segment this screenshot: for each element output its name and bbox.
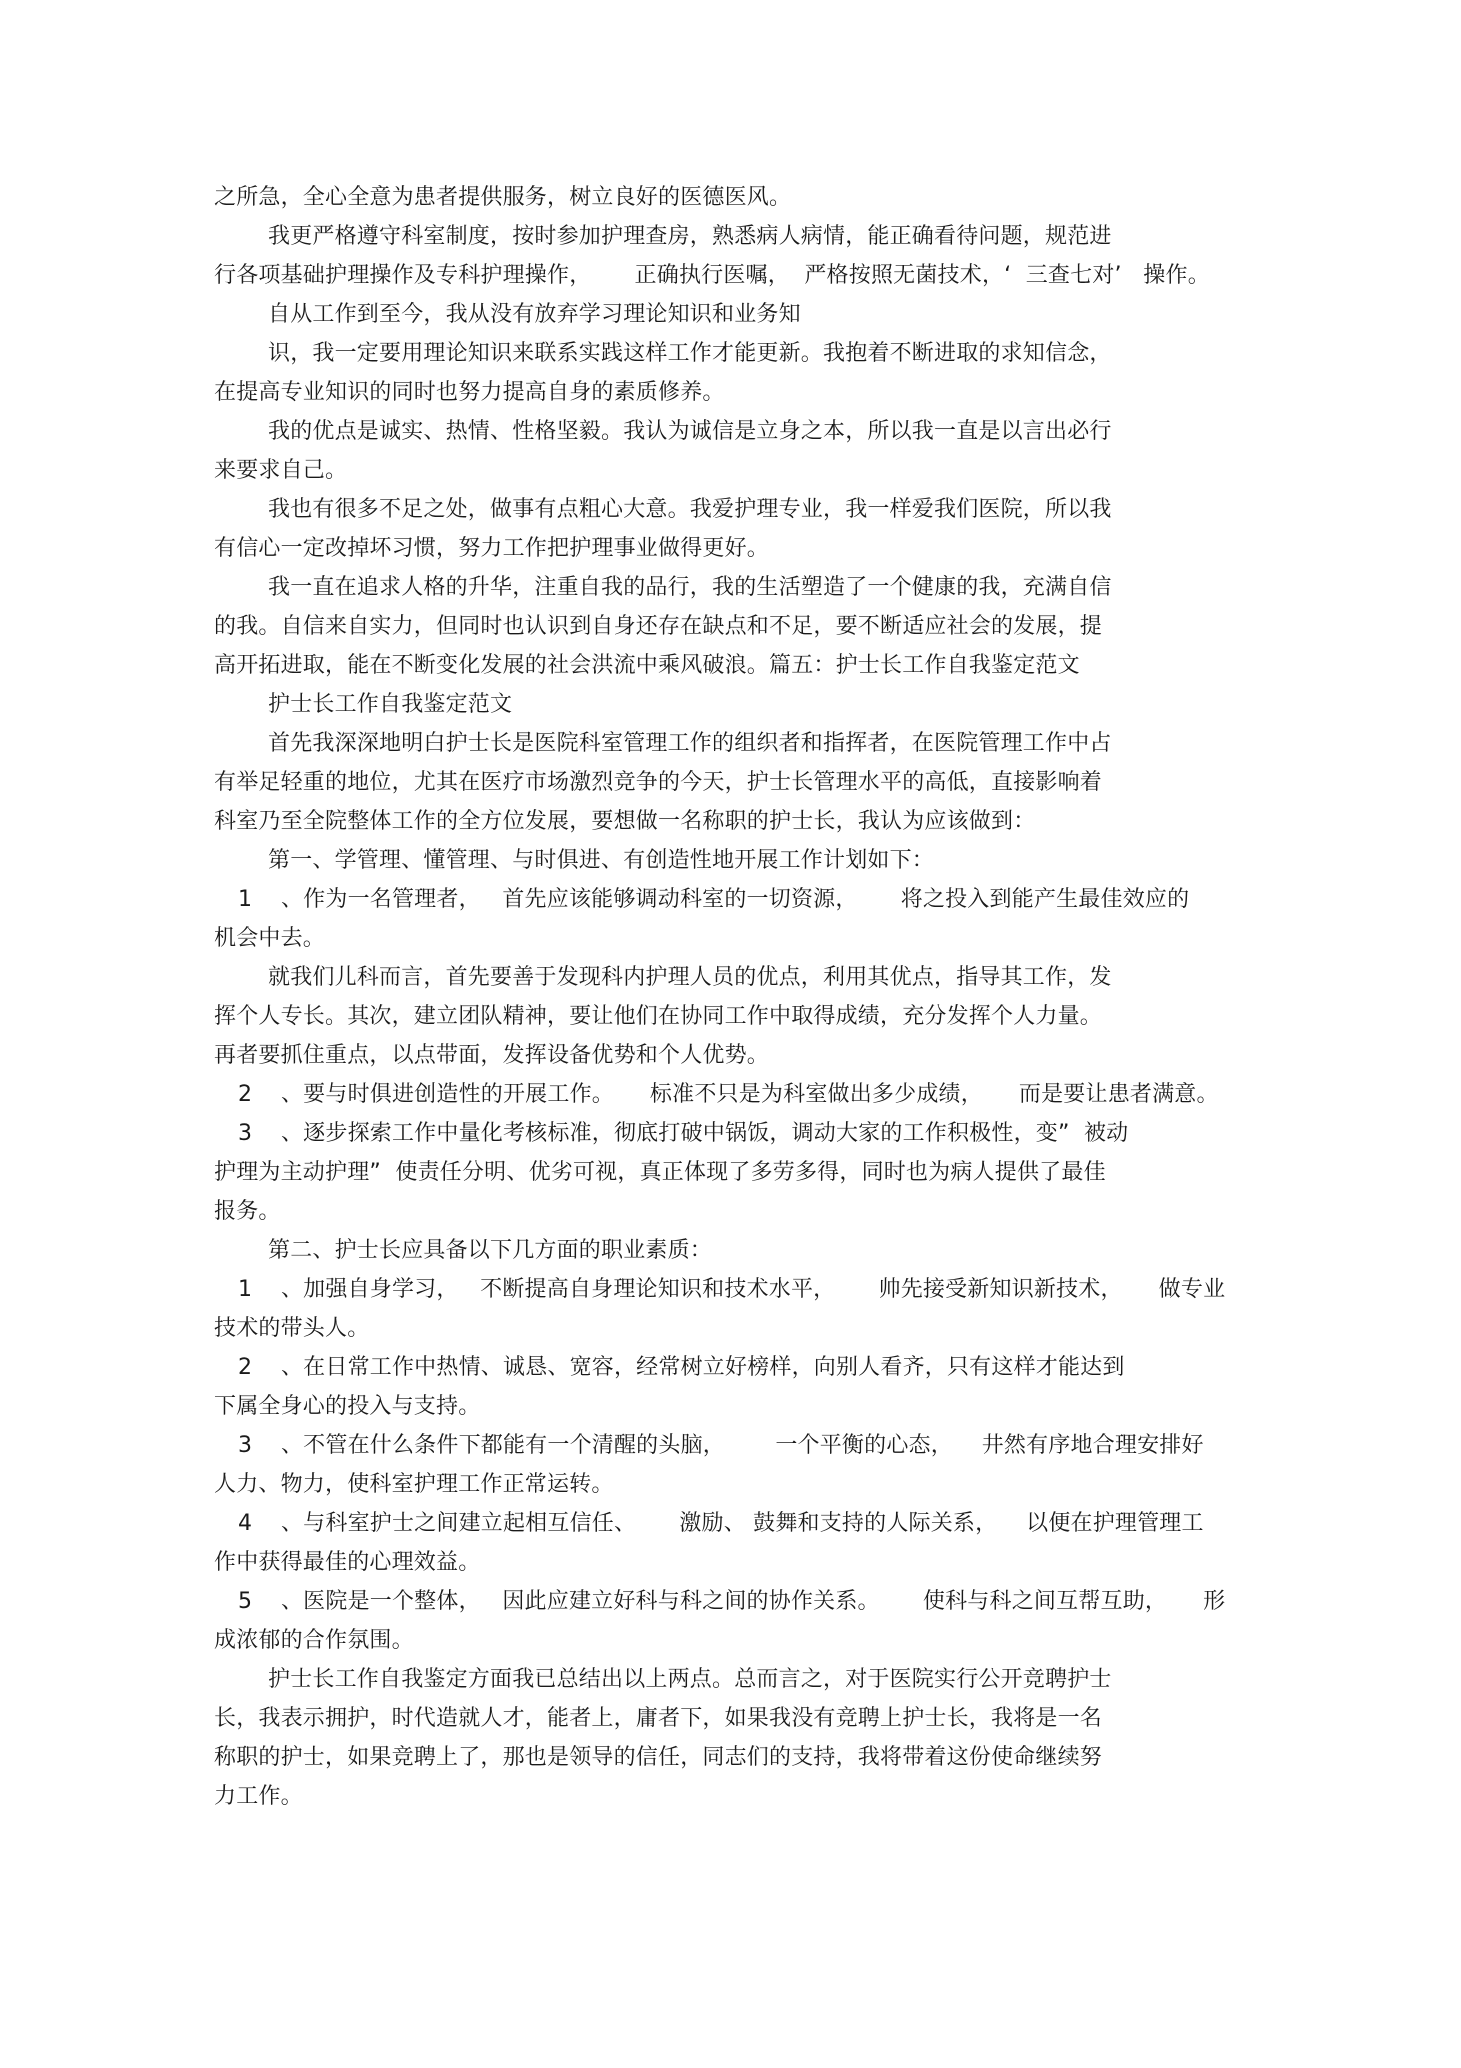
text-line: 2 、在日常工作中热情、诚恳、宽容，经常树立好榜样，向别人看齐，只有这样才能达到 xyxy=(238,1355,1125,1380)
text-line: 首先我深深地明白护士长是医院科室管理工作的组织者和指挥者，在医院管理工作中占 xyxy=(268,731,1112,756)
text-line: 高开拓进取，能在不断变化发展的社会洪流中乘风破浪。篇五：护士长工作自我鉴定范文 xyxy=(214,653,1080,678)
text-line: 长，我表示拥护，时代造就人才，能者上，庸者下，如果我没有竞聘上护士长，我将是一名 xyxy=(214,1706,1103,1731)
text-line: 科室乃至全院整体工作的全方位发展，要想做一名称职的护士长，我认为应该做到： xyxy=(214,809,1036,834)
text-line: 作中获得最佳的心理效益。 xyxy=(214,1550,481,1575)
text-line: 1 、加强自身学习， 不断提高自身理论知识和技术水平， 帅先接受新知识新技术， 做专业 xyxy=(238,1277,1226,1302)
text-line: 在提高专业知识的同时也努力提高自身的素质修养。 xyxy=(214,380,725,405)
text-line: 2 、要与时俱进创造性的开展工作。 标准不只是为科室做出多少成绩， 而是要让患者满意。 xyxy=(238,1082,1219,1107)
text-line: 有信心一定改掉坏习惯，努力工作把护理事业做得更好。 xyxy=(214,536,770,561)
text-line: 人力、物力，使科室护理工作正常运转。 xyxy=(214,1472,614,1497)
text-line: 我也有很多不足之处，做事有点粗心大意。我爱护理专业，我一样爱我们医院，所以我 xyxy=(268,497,1112,522)
text-line: 第一、学管理、懂管理、与时俱进、有创造性地开展工作计划如下： xyxy=(268,848,935,873)
text-line: 机会中去。 xyxy=(214,926,326,951)
text-line: 护士长工作自我鉴定方面我已总结出以上两点。总而言之，对于医院实行公开竞聘护士 xyxy=(268,1667,1112,1692)
text-line: 1 、作为一名管理者， 首先应该能够调动科室的一切资源， 将之投入到能产生最佳效应的 xyxy=(238,887,1190,912)
text-line: 有举足轻重的地位，尤其在医疗市场激烈竞争的今天，护士长管理水平的高低，直接影响着 xyxy=(214,770,1103,795)
text-line: 挥个人专长。其次，建立团队精神，要让他们在协同工作中取得成绩，充分发挥个人力量。 xyxy=(214,1004,1103,1029)
text-line: 4 、与科室护士之间建立起相互信任、 激励、 鼓舞和支持的人际关系， 以便在护理管理工 xyxy=(238,1511,1204,1536)
text-line: 5 、医院是一个整体， 因此应建立好科与科之间的协作关系。 使科与科之间互帮互助， 形 xyxy=(238,1589,1226,1614)
text-line: 我的优点是诚实、热情、性格坚毅。我认为诚信是立身之本，所以我一直是以言出必行 xyxy=(268,419,1112,444)
text-line: 3 、逐步探索工作中量化考核标准，彻底打破中锅饭，调动大家的工作积极性，变” 被动 xyxy=(238,1121,1129,1146)
text-line: 识，我一定要用理论知识来联系实践这样工作才能更新。我抱着不断进取的求知信念， xyxy=(268,341,1112,366)
text-line: 来要求自己。 xyxy=(214,458,348,483)
text-line: 护士长工作自我鉴定范文 xyxy=(268,692,513,717)
text-line: 成浓郁的合作氛围。 xyxy=(214,1628,414,1653)
text-line: 第二、护士长应具备以下几方面的职业素质： xyxy=(268,1238,713,1263)
text-line: 的我。自信来自实力，但同时也认识到自身还存在缺点和不足，要不断适应社会的发展，提 xyxy=(214,614,1103,639)
text-line: 3 、不管在什么条件下都能有一个清醒的头脑， 一个平衡的心态， 井然有序地合理安排好 xyxy=(238,1433,1204,1458)
text-line: 力工作。 xyxy=(214,1784,303,1809)
text-line: 我更严格遵守科室制度，按时参加护理查房，熟悉病人病情，能正确看待问题，规范进 xyxy=(268,224,1112,249)
text-line: 之所急，全心全意为患者提供服务，树立良好的医德医风。 xyxy=(214,185,792,210)
text-line: 就我们儿科而言，首先要善于发现科内护理人员的优点，利用其优点，指导其工作，发 xyxy=(268,965,1112,990)
text-line: 再者要抓住重点，以点带面，发挥设备优势和个人优势。 xyxy=(214,1043,770,1068)
text-line: 护理为主动护理” 使责任分明、优劣可视，真正体现了多劳多得，同时也为病人提供了最佳 xyxy=(214,1160,1106,1185)
text-line: 下属全身心的投入与支持。 xyxy=(214,1394,481,1419)
text-line: 技术的带头人。 xyxy=(214,1316,370,1341)
text-line: 行各项基础护理操作及专科护理操作， 正确执行医嘱， 严格按照无菌技术，‘ 三查七对’ 操作。 xyxy=(214,263,1210,288)
text-line: 报务。 xyxy=(214,1199,281,1224)
text-line: 我一直在追求人格的升华，注重自我的品行，我的生活塑造了一个健康的我，充满自信 xyxy=(268,575,1112,600)
text-line: 称职的护士，如果竞聘上了，那也是领导的信任，同志们的支持，我将带着这份使命继续努 xyxy=(214,1745,1103,1770)
text-line: 自从工作到至今，我从没有放弃学习理论知识和业务知 xyxy=(268,302,801,327)
